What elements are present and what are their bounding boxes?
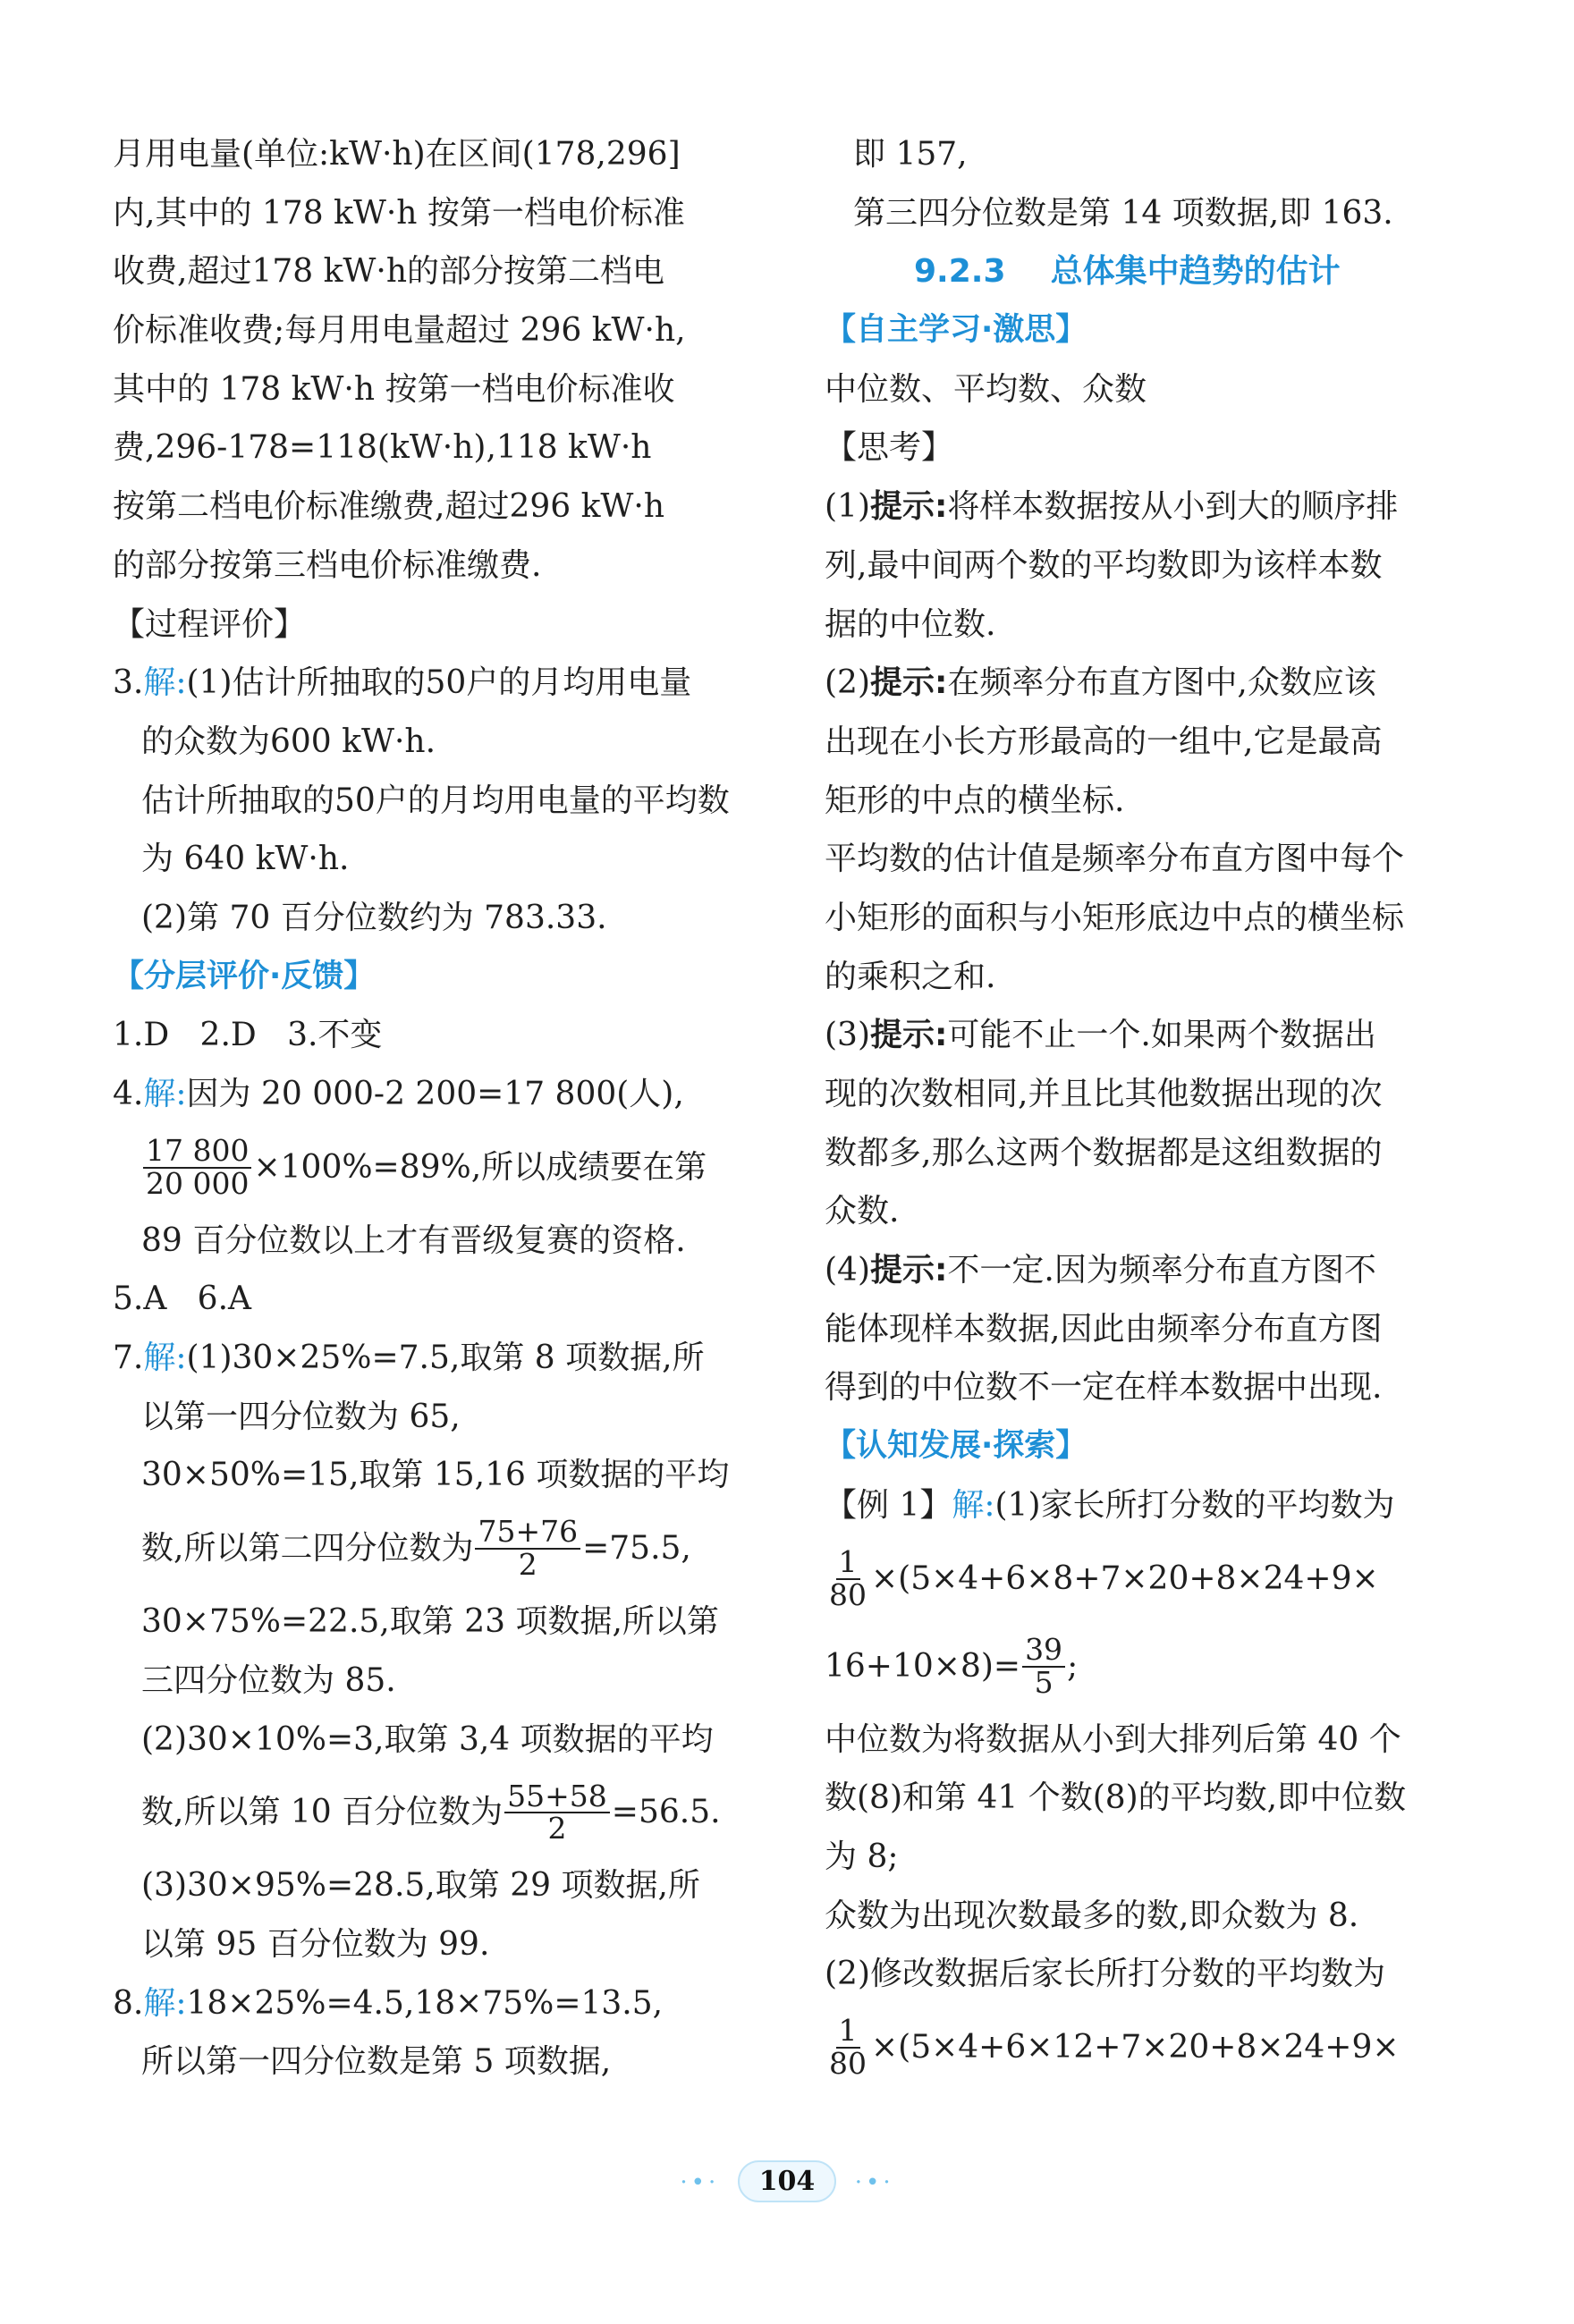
hint-number: (4) [825, 1252, 870, 1289]
hint-2 [825, 654, 1461, 713]
text-line: 现的次数相同,并且比其他数据出现的次 [825, 1076, 1383, 1112]
fraction-line [825, 2004, 1461, 2092]
fraction-denominator: 80 [829, 2045, 867, 2081]
text-line: 的乘积之和. [825, 958, 996, 995]
fraction [143, 1133, 251, 1201]
hint-text: 不一定.因为频率分布直方图不 [947, 1252, 1376, 1289]
example-text: ×(5×4+6×8+7×20+8×24+9× [871, 1559, 1379, 1597]
q7-text: 数,所以第二四分位数为 [141, 1530, 474, 1568]
text-line: 其中的 178 kW·h 按第一档电价标准收 [113, 370, 675, 408]
q4-fraction-line [113, 1124, 744, 1212]
left-column [113, 125, 744, 2092]
fraction-numerator: 75+76 [475, 1517, 580, 1550]
text-line: 30×75%=22.5,取第 23 项数据,所以第 [141, 1603, 719, 1641]
q3-text: (1)估计所抽取的50户的月均用电量 [186, 664, 692, 702]
q7-line [113, 1329, 744, 1388]
text-line: (3)30×95%=28.5,取第 29 项数据,所 [141, 1867, 700, 1905]
decorative-dots-icon: ·•· [680, 2169, 720, 2196]
right-column [825, 125, 1461, 2092]
fraction-numerator: 39 [1022, 1635, 1065, 1668]
hint-label: 提示: [870, 1252, 948, 1289]
text-line: 所以第一四分位数是第 5 项数据, [141, 2043, 612, 2081]
solution-label: 解: [143, 1339, 187, 1377]
text-line: 众数. [825, 1193, 900, 1230]
solution-label: 解: [143, 664, 187, 702]
example-text: ; [1067, 1647, 1079, 1685]
q7-text: 数,所以第 10 百分位数为 [141, 1794, 504, 1831]
text-line: 30×50%=15,取第 15,16 项数据的平均 [141, 1457, 730, 1494]
hint-number: (2) [825, 664, 870, 702]
text-line: 中位数、平均数、众数 [825, 370, 1147, 408]
text-line: 小矩形的面积与小矩形底边中点的横坐标 [825, 899, 1405, 936]
layered-eval-heading: 【分层评价·反馈】 [113, 958, 376, 994]
section-title: 9.2.3 总体集中趋势的估计 [914, 253, 1341, 291]
text-line: 以第一四分位数为 65, [141, 1398, 461, 1435]
text-line: 按第二档电价标准缴费,超过296 kW·h [113, 488, 665, 526]
text-line: 为 8; [825, 1838, 899, 1875]
example-text: (1)家长所打分数的平均数为 [994, 1486, 1395, 1524]
example-text: 16+10×8)= [825, 1647, 1021, 1685]
example-text: ×(5×4+6×12+7×20+8×24+9× [871, 2029, 1400, 2066]
text-line: 三四分位数为 85. [141, 1661, 396, 1699]
q7-fraction-line [113, 1505, 744, 1593]
text-line: 数都多,那么这两个数据都是这组数据的 [825, 1134, 1383, 1171]
text-line: 众数为出现次数最多的数,即众数为 8. [825, 1897, 1359, 1934]
example-1-line [825, 1476, 1461, 1535]
hint-label: 提示: [870, 664, 948, 702]
hint-4 [825, 1241, 1461, 1300]
text-line: 价标准收费;每月用电量超过 296 kW·h, [113, 312, 686, 350]
text-line: 据的中位数. [825, 605, 996, 643]
text-line: (2)30×10%=3,取第 3,4 项数据的平均 [141, 1720, 714, 1758]
fraction-numerator: 55+58 [504, 1781, 610, 1814]
text-line: (2)第 70 百分位数约为 783.33. [141, 899, 607, 936]
example-label: 【例 1】 [825, 1486, 952, 1524]
text-line: 89 百分位数以上才有晋级复赛的资格. [141, 1221, 686, 1259]
q8-label: 8. [113, 1984, 144, 2022]
text-line: 中位数为将数据从小到大排列后第 40 个 [825, 1720, 1401, 1758]
page-footer [0, 2160, 1574, 2202]
fraction-denominator: 20 000 [146, 1165, 250, 1201]
q4-label: 4. [113, 1076, 144, 1112]
fraction [504, 1778, 610, 1847]
process-eval-heading: 【过程评价】 [113, 605, 307, 643]
decorative-dots-icon: ·•· [854, 2169, 894, 2196]
q3-label: 3. [113, 664, 144, 702]
fraction-denominator: 5 [1034, 1664, 1054, 1700]
fraction-denominator: 80 [829, 1576, 867, 1612]
fraction-numerator: 1 [836, 2016, 860, 2049]
q8-line [113, 1974, 744, 2033]
q3-line [113, 654, 744, 713]
text-line: 得到的中位数不一定在样本数据中出现. [825, 1369, 1383, 1407]
fraction [826, 1543, 869, 1612]
fraction [826, 2013, 869, 2081]
hint-3 [825, 1006, 1461, 1065]
hint-label: 提示: [870, 488, 948, 526]
text-line: 收费,超过178 kW·h的部分按第二档电 [113, 253, 665, 291]
q7-text: (1)30×25%=7.5,取第 8 项数据,所 [186, 1339, 705, 1377]
fraction [1022, 1631, 1065, 1700]
text-line: 第三四分位数是第 14 项数据,即 163. [853, 194, 1393, 232]
q7-fraction-line [113, 1769, 744, 1856]
text-line: 内,其中的 178 kW·h 按第一档电价标准 [113, 194, 685, 232]
q7-label: 7. [113, 1339, 144, 1377]
fraction [475, 1514, 580, 1583]
text-line: 的部分按第三档电价标准缴费. [113, 546, 542, 584]
text-line: 平均数的估计值是频率分布直方图中每个 [825, 841, 1405, 878]
hint-1 [825, 477, 1461, 537]
hint-number: (3) [825, 1017, 870, 1054]
q4-text: ×100%=89%,所以成绩要在第 [253, 1148, 707, 1186]
hint-text: 将样本数据按从小到大的顺序排 [947, 488, 1399, 526]
fraction-line [825, 1623, 1461, 1711]
answers-5-6: 5.A 6.A [113, 1280, 252, 1318]
q7-text: =75.5, [582, 1530, 691, 1568]
q8-text: 18×25%=4.5,18×75%=13.5, [186, 1984, 664, 2022]
text-line: 以第 95 百分位数为 99. [141, 1925, 490, 1963]
page-number: 104 [738, 2160, 837, 2202]
text-line: 数(8)和第 41 个数(8)的平均数,即中位数 [825, 1779, 1407, 1817]
text-line: 估计所抽取的50户的月均用电量的平均数 [141, 782, 730, 819]
fraction-numerator: 17 800 [143, 1136, 251, 1169]
q7-text: =56.5. [611, 1794, 721, 1831]
solution-label: 解: [143, 1984, 187, 2022]
fraction-numerator: 1 [836, 1547, 860, 1580]
text-line: 月用电量(单位:kW·h)在区间(178,296] [113, 136, 681, 173]
text-line: 的众数为600 kW·h. [141, 723, 436, 760]
text-line: 矩形的中点的横坐标. [825, 782, 1125, 819]
q4-line [113, 1065, 744, 1124]
text-line: (2)修改数据后家长所打分数的平均数为 [825, 1956, 1385, 1993]
text-line: 为 640 kW·h. [141, 841, 350, 878]
fraction-line [825, 1535, 1461, 1623]
solution-label: 解: [143, 1076, 187, 1112]
hint-text: 在频率分布直方图中,众数应该 [947, 664, 1376, 702]
hint-number: (1) [825, 488, 870, 526]
text-line: 即 157, [853, 136, 968, 173]
q4-text: 因为 20 000-2 200=17 800(人), [186, 1076, 684, 1112]
fraction-denominator: 2 [547, 1811, 567, 1847]
text-line: 列,最中间两个数的平均数即为该样本数 [825, 546, 1383, 584]
think-heading: 【思考】 [825, 429, 954, 467]
text-line: 出现在小长方形最高的一组中,它是最高 [825, 723, 1383, 760]
text-line: 能体现样本数据,因此由频率分布直方图 [825, 1310, 1383, 1348]
fraction-denominator: 2 [518, 1547, 537, 1583]
hint-label: 提示: [870, 1017, 948, 1054]
self-study-heading: 【自主学习·激思】 [825, 312, 1087, 349]
solution-label: 解: [952, 1486, 995, 1524]
hint-text: 可能不止一个.如果两个数据出 [947, 1017, 1376, 1054]
cognitive-heading: 【认知发展·探索】 [825, 1428, 1087, 1465]
text-line: 费,296-178=118(kW·h),118 kW·h [113, 429, 652, 467]
answers-1-3: 1.D 2.D 3.不变 [113, 1017, 383, 1054]
